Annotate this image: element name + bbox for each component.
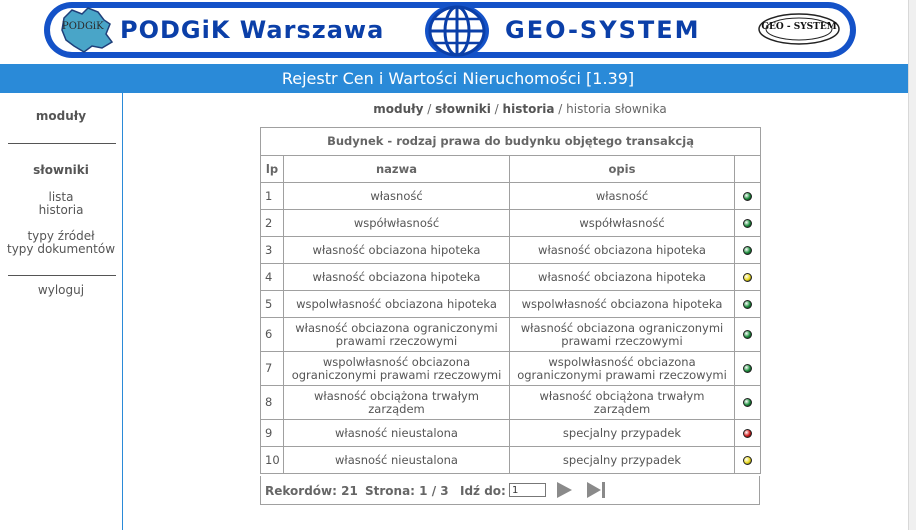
page-title: Rejestr Cen i Wartości Nieruchomości [1.39] — [0, 64, 916, 93]
sidebar-item-source-types[interactable]: typy źródeł — [27, 229, 95, 243]
next-page-button[interactable] — [555, 481, 573, 502]
cell-opis: własność obciazona hipoteka — [510, 264, 735, 291]
cell-lp: 5 — [261, 291, 284, 318]
goto-label: Idź do: — [460, 484, 506, 498]
cell-opis: własność obciążona trwałym zarządem — [510, 386, 735, 420]
globe-icon — [420, 2, 494, 60]
column-header-status — [735, 156, 761, 183]
cell-status — [735, 264, 761, 291]
map-label: PODGiK — [62, 21, 104, 32]
seal-label: GEO - SYSTEM — [761, 22, 837, 32]
records-label: Rekordów: — [265, 484, 337, 498]
banner — [0, 0, 916, 64]
sidebar — [0, 93, 123, 530]
sidebar-item-list[interactable]: lista — [48, 190, 74, 204]
page-indicator — [365, 484, 449, 498]
status-green-dot-icon[interactable] — [743, 398, 752, 407]
table-row — [261, 386, 761, 420]
cell-status — [735, 447, 761, 474]
cell-opis: wspolwłasność obciazona hipoteka — [510, 291, 735, 318]
column-header-opis: opis — [510, 156, 735, 183]
cell-opis: własność obciazona ograniczonymi prawami rzeczowymi — [510, 318, 735, 352]
table-caption: Budynek - rodzaj prawa do budynku objętego transakcją — [261, 128, 761, 156]
cell-opis: specjalny przypadek — [510, 420, 735, 447]
table-row — [261, 318, 761, 352]
cell-status — [735, 352, 761, 386]
cell-lp: 4 — [261, 264, 284, 291]
breadcrumb-separator: / — [558, 102, 563, 116]
status-green-dot-icon[interactable] — [743, 300, 752, 309]
sidebar-divider — [8, 143, 116, 144]
cell-nazwa: własność obciazona hipoteka — [284, 264, 510, 291]
cell-lp: 8 — [261, 386, 284, 420]
cell-opis: wspolwłasność obciazona ograniczonymi prawami rzeczowymi — [510, 352, 735, 386]
breadcrumb-current: historia słownika — [566, 102, 667, 116]
records-value: 21 — [341, 484, 358, 498]
column-header-lp: lp — [261, 156, 284, 183]
banner-title-right: GEO-SYSTEM — [505, 16, 701, 44]
status-green-dot-icon[interactable] — [743, 192, 752, 201]
dictionary-history-table-wrap — [260, 127, 760, 474]
cell-nazwa: wspolwłasność obciazona ograniczonymi prawami rzeczowymi — [284, 352, 510, 386]
table-row — [261, 447, 761, 474]
cell-lp: 7 — [261, 352, 284, 386]
table-row — [261, 420, 761, 447]
table-row — [261, 291, 761, 318]
status-yellow-dot-icon[interactable] — [743, 456, 752, 465]
table-row — [261, 183, 761, 210]
cell-opis: współwłasność — [510, 210, 735, 237]
cell-lp: 10 — [261, 447, 284, 474]
cell-status — [735, 318, 761, 352]
sidebar-item-modules[interactable]: moduły — [35, 109, 87, 123]
goto-page-input[interactable] — [509, 483, 546, 497]
geo-system-seal — [756, 12, 842, 46]
cell-lp: 1 — [261, 183, 284, 210]
cell-status — [735, 420, 761, 447]
cell-status — [735, 386, 761, 420]
cell-nazwa: własność obciążona trwałym zarządem — [284, 386, 510, 420]
column-header-nazwa: nazwa — [284, 156, 510, 183]
breadcrumb-history[interactable]: historia — [502, 102, 555, 116]
cell-status — [735, 210, 761, 237]
status-green-dot-icon[interactable] — [743, 364, 752, 373]
cell-nazwa: własność obciazona ograniczonymi prawami rzeczowymi — [284, 318, 510, 352]
page-value: 1 / 3 — [419, 484, 449, 498]
records-count — [265, 484, 358, 498]
sidebar-item-logout[interactable]: wyloguj — [37, 283, 85, 297]
dictionary-history-table — [260, 127, 761, 474]
skip-to-end-icon — [585, 481, 607, 499]
cell-nazwa: własność nieustalona — [284, 420, 510, 447]
breadcrumb-separator: / — [494, 102, 499, 116]
status-green-dot-icon[interactable] — [743, 246, 752, 255]
sidebar-divider — [8, 275, 116, 276]
cell-nazwa: własność — [284, 183, 510, 210]
table-row — [261, 237, 761, 264]
table-row — [261, 210, 761, 237]
cell-nazwa: własność nieustalona — [284, 447, 510, 474]
status-yellow-dot-icon[interactable] — [743, 273, 752, 282]
sidebar-item-document-types[interactable]: typy dokumentów — [6, 242, 116, 256]
cell-nazwa: wspolwłasność obciazona hipoteka — [284, 291, 510, 318]
status-green-dot-icon[interactable] — [743, 330, 752, 339]
cell-nazwa: własność obciazona hipoteka — [284, 237, 510, 264]
cell-nazwa: współwłasność — [284, 210, 510, 237]
cell-status — [735, 291, 761, 318]
table-row — [261, 352, 761, 386]
cell-lp: 9 — [261, 420, 284, 447]
cell-status — [735, 237, 761, 264]
page-label: Strona: — [365, 484, 415, 498]
breadcrumb-separator: / — [427, 102, 432, 116]
cell-lp: 3 — [261, 237, 284, 264]
status-green-dot-icon[interactable] — [743, 219, 752, 228]
sidebar-item-dictionaries[interactable]: słowniki — [33, 163, 89, 177]
breadcrumb — [124, 102, 916, 116]
sidebar-item-history[interactable]: historia — [38, 203, 84, 217]
cell-lp: 6 — [261, 318, 284, 352]
warsaw-map-logo — [58, 6, 118, 54]
cell-opis: specjalny przypadek — [510, 447, 735, 474]
cell-opis: własność obciazona hipoteka — [510, 237, 735, 264]
status-red-dot-icon[interactable] — [743, 429, 752, 438]
last-page-button[interactable] — [585, 481, 607, 502]
table-row — [261, 264, 761, 291]
cell-opis: własność — [510, 183, 735, 210]
cell-status — [735, 183, 761, 210]
play-right-icon — [555, 481, 573, 499]
pagination-bar — [260, 476, 760, 505]
banner-title-left: PODGiK Warszawa — [120, 16, 385, 44]
cell-lp: 2 — [261, 210, 284, 237]
window-scroll-edge — [908, 0, 916, 530]
breadcrumb-dictionaries[interactable]: słowniki — [435, 102, 491, 116]
breadcrumb-modules[interactable]: moduły — [373, 102, 424, 116]
